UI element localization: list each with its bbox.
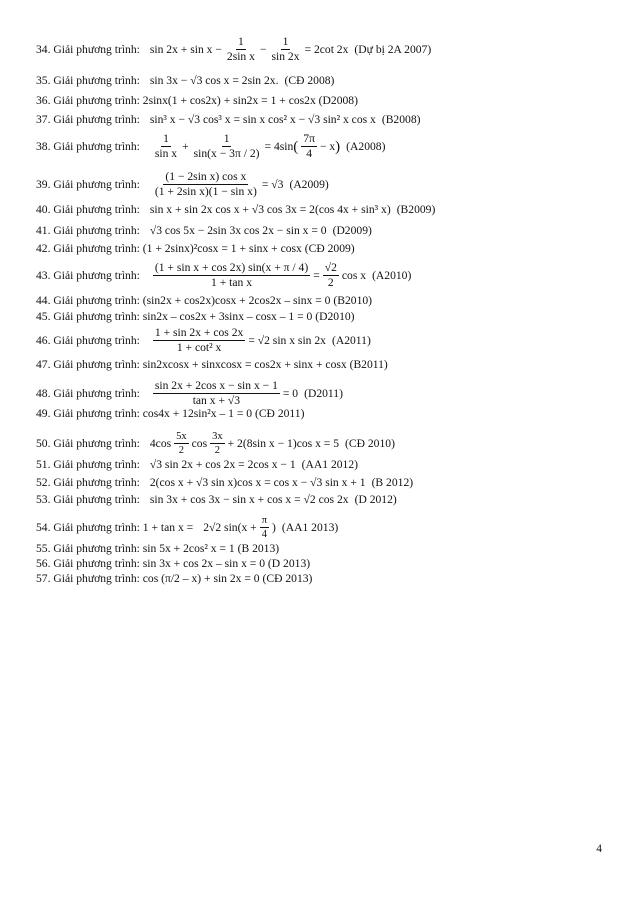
equation: sin 3x + cos 3x − sin x + cos x = √2 cos 2x <box>149 493 349 506</box>
equation: $\frac{\text{(1 − 2sin x) cos x}}{\text{(1 + 2sin x)(1 − sin x)}}$ = √3 <box>154 170 284 199</box>
fraction: $\frac{\text{(1 + sin x + cos 2x) sin(x + π / 4)}}{\text{1 + tan x}}$ <box>154 261 309 290</box>
problem-46 <box>36 327 598 354</box>
problem-40 <box>36 204 598 216</box>
problem-label: 41. Giải phương trình: <box>36 224 140 237</box>
problem-label: 49. Giải phương trình: cos4x + 12sin²x – 1 = 0 (CĐ 2011) <box>36 407 305 420</box>
exam-note: (B2008) <box>381 113 421 126</box>
problem-42 <box>36 243 598 255</box>
problem-label: 45. Giải phương trình: sin2x – cos2x + 3sinx – cosx – 1 = 0 (D2010) <box>36 310 355 323</box>
equation: $\frac{\text{(1 + sin x + cos 2x) sin(x + π / 4)}}{\text{1 + tan x}}$ = $\frac{√2}{2}$ cos x <box>154 261 367 290</box>
problem-34 <box>36 36 598 63</box>
problem-label: 40. Giải phương trình: <box>36 203 140 216</box>
exam-note: (B2009) <box>396 203 436 216</box>
exam-note: (Dự bị 2A 2007) <box>354 42 432 56</box>
problem-label: 47. Giải phương trình: sin2xcosx + sinxcosx = cos2x + sinx + cosx (B2011) <box>36 358 388 371</box>
exam-note: (A2009) <box>289 177 329 191</box>
problem-label: 42. Giải phương trình: (1 + 2sinx)²cosx = 1 + sinx + cosx (CĐ 2009) <box>36 242 355 255</box>
problem-label: 39. Giải phương trình: <box>36 177 140 191</box>
equation: √3 cos 5x − 2sin 3x cos 2x − sin x = 0 <box>149 224 327 237</box>
equation: $\frac{\text{sin 2x + 2cos x − sin x − 1}}{\text{tan x + √3}}$ = 0 <box>154 379 299 408</box>
exam-note: (D2011) <box>304 386 343 400</box>
fraction: $\frac{√2}{2}$ <box>324 261 337 290</box>
problem-label: 50. Giải phương trình: <box>36 436 140 450</box>
equation: 2√2 sin(x + $\frac{\pi}{4}$ ) <box>203 515 276 541</box>
equation: sin 2x + sin x − $\frac{1}{\text{2sin x}}$ − $\frac{1}{\sin 2x}$ = 2cot 2x <box>149 35 349 64</box>
problem-51 <box>36 459 598 471</box>
problem-label: 38. Giải phương trình: <box>36 139 140 153</box>
equation: sin 3x − √3 cos x = 2sin 2x. <box>149 74 279 87</box>
exam-note: (A2008) <box>346 139 386 153</box>
problem-label: 51. Giải phương trình: <box>36 458 140 471</box>
fraction: $\frac{5x}{2}$ <box>176 431 187 457</box>
right-paren: ) <box>335 138 341 155</box>
problem-label: 53. Giải phương trình: <box>36 493 140 506</box>
fraction: $\frac{\pi}{4}$ <box>261 515 267 541</box>
problem-label: 46. Giải phương trình: <box>36 333 140 347</box>
problem-48 <box>36 380 598 407</box>
fraction: $\frac{1 + \sin 2x + \cos 2x}{\text{1 + cot² x}}$ <box>154 326 244 355</box>
problem-label: 34. Giải phương trình: <box>36 42 140 56</box>
fraction: $\frac{1}{\text{sin x}}$ <box>154 132 178 161</box>
problem-39 <box>36 171 598 198</box>
equation: sin x + sin 2x cos x + √3 cos 3x = 2(cos 4x + sin³ x) <box>149 203 391 216</box>
problem-41 <box>36 225 598 237</box>
problem-49 <box>36 408 598 420</box>
exam-note: (A2011) <box>331 333 371 347</box>
problem-44 <box>36 295 598 307</box>
problem-36 <box>36 95 598 107</box>
fraction: $\frac{\text{sin 2x + 2cos x − sin x − 1}}{\text{tan x + √3}}$ <box>154 379 278 408</box>
problem-label: 43. Giải phương trình: <box>36 268 140 282</box>
exam-note: (D 2012) <box>354 493 397 506</box>
problem-label: 36. Giải phương trình: 2sinx(1 + cos2x) + sin2x = 1 + cos2x (D2008) <box>36 94 358 107</box>
problem-52 <box>36 477 598 489</box>
problem-53 <box>36 494 598 506</box>
problem-label: 48. Giải phương trình: <box>36 386 140 400</box>
problem-label: 52. Giải phương trình: <box>36 476 140 489</box>
problem-38 <box>36 133 598 160</box>
exam-note: (CĐ 2008) <box>284 74 335 87</box>
problem-45 <box>36 311 598 323</box>
problem-label: 57. Giải phương trình: cos (π/2 – x) + sin 2x = 0 (CĐ 2013) <box>36 572 313 585</box>
equation: $\frac{1 + \sin 2x + \cos 2x}{\text{1 + cot² x}}$ = √2 sin x sin 2x <box>154 326 326 355</box>
exam-note: (B 2012) <box>371 476 414 489</box>
equation: √3 sin 2x + cos 2x = 2cos x − 1 <box>149 458 296 471</box>
problem-label: 35. Giải phương trình: <box>36 74 140 87</box>
equation: sin³ x − √3 cos³ x = sin x cos² x − √3 sin² x cos x <box>149 113 376 126</box>
problem-label: 37. Giải phương trình: <box>36 113 140 126</box>
fraction: $\frac{\text{(1 − 2sin x) cos x}}{\text{(1 + 2sin x)(1 − sin x)}}$ <box>154 170 257 199</box>
left-paren: ( <box>293 138 299 155</box>
problem-37 <box>36 114 598 126</box>
fraction: $\frac{7\pi}{4}$ <box>303 132 315 161</box>
exam-note: (AA1 2013) <box>281 520 339 534</box>
fraction: $\frac{3x}{2}$ <box>212 431 223 457</box>
exam-note: (A2010) <box>372 268 412 282</box>
problem-label: 55. Giải phương trình: sin 5x + 2cos² x = 1 (B 2013) <box>36 542 280 555</box>
fraction: $\frac{1}{\text{2sin x}}$ <box>226 35 255 64</box>
problem-56 <box>36 558 598 570</box>
fraction: $\frac{1}{\sin(x - 3\pi / 2)}$ <box>193 132 260 161</box>
problem-35 <box>36 75 598 87</box>
exam-note: (D2009) <box>332 224 372 237</box>
problem-label: 56. Giải phương trình: sin 3x + cos 2x – sin x = 0 (D 2013) <box>36 557 311 570</box>
equation: 2(cos x + √3 sin x)cos x = cos x − √3 sin x + 1 <box>149 476 366 489</box>
problem-54 <box>36 515 598 540</box>
problem-57 <box>36 573 598 585</box>
problem-55 <box>36 543 598 555</box>
equation: $\frac{1}{\text{sin x}}$ + $\frac{1}{\sin(x - 3\pi / 2)}$ = 4sin ( $\frac{7\pi}{4}$ − x ) <box>154 132 341 161</box>
equation: 4cos $\frac{5x}{2}$ cos $\frac{3x}{2}$ + 2(8sin x − 1)cos x = 5 <box>149 431 340 457</box>
problem-43 <box>36 262 598 289</box>
page-number: 4 <box>596 843 602 855</box>
problem-47 <box>36 359 598 371</box>
exam-note: (CĐ 2010) <box>345 436 395 450</box>
fraction: $\frac{1}{\sin 2x}$ <box>271 35 300 64</box>
exam-note: (AA1 2012) <box>301 458 359 471</box>
problem-label: 44. Giải phương trình: (sin2x + cos2x)cosx + 2cos2x – sinx = 0 (B2010) <box>36 294 373 307</box>
problem-50 <box>36 431 598 456</box>
problem-label: 54. Giải phương trình: 1 + tan x = <box>36 520 194 534</box>
